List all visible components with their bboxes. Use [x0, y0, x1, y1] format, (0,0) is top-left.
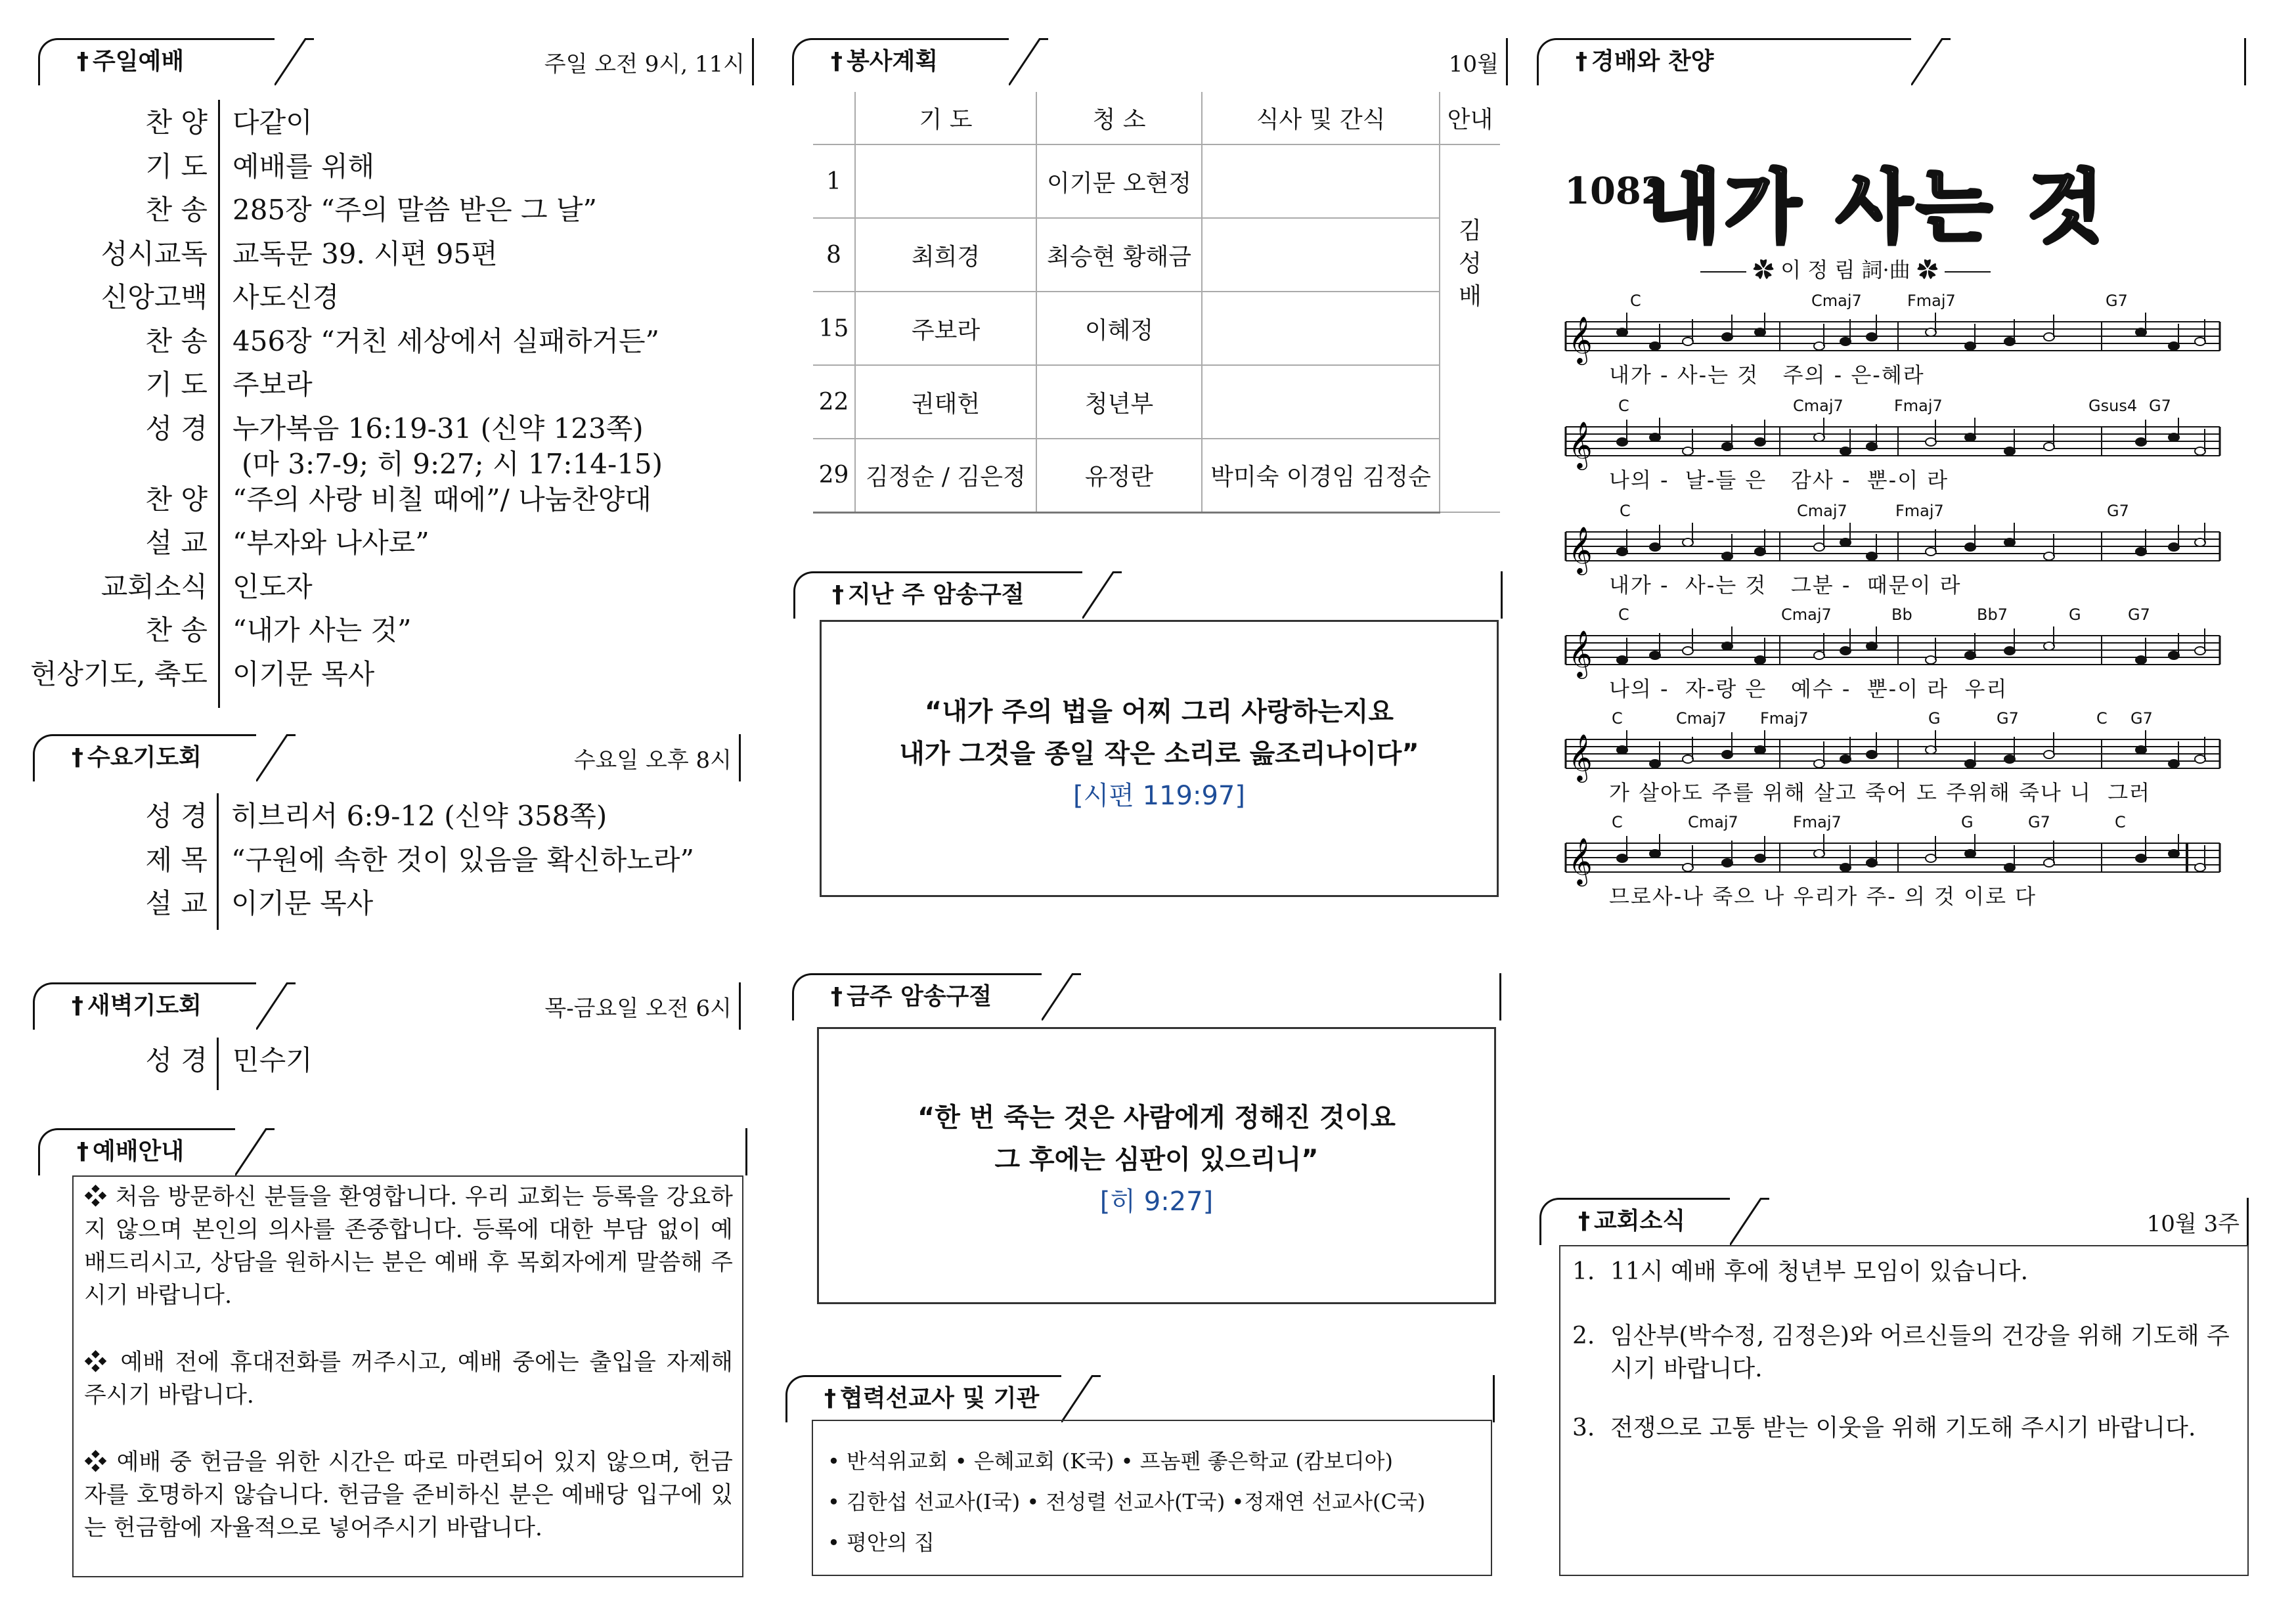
chord-label: G7 [2107, 502, 2129, 520]
chord-label: G7 [2130, 709, 2153, 728]
treble-clef-icon: 𝄞 [1568, 733, 1593, 781]
sunday-worship-header: † 주일예배 주일 오전 9시, 11시 [38, 38, 754, 85]
table-cell: 최승현 황해금 [1036, 218, 1202, 292]
table-cell-date: 22 [813, 365, 855, 439]
mission-box [812, 1420, 1492, 1576]
program-item-label: 찬 양 [145, 483, 208, 515]
table-header: 식사 및 간식 [1202, 92, 1440, 144]
worship-guide-box [72, 1175, 743, 1577]
chord-label: C [1620, 502, 1631, 520]
chord-label: C [1630, 292, 1641, 310]
table-cell-date: 29 [813, 439, 855, 512]
lyric-line: 가 살아도 주를 위해 살고 죽어 도 주위해 죽나 니 그러 [1609, 780, 2152, 805]
table-cell: 주보라 [855, 292, 1036, 365]
chord-label: C [1612, 813, 1623, 831]
program-item-label: 설 교 [145, 887, 208, 919]
guide-person-char: 배 [1459, 283, 1482, 310]
dawn-prayer-title: 새벽기도회 [87, 992, 202, 1019]
chord-label: Cmaj7 [1797, 502, 1847, 520]
mission-line: • 평안의 집 [828, 1530, 935, 1555]
mission-header: † 협력선교사 및 기관 [785, 1375, 1495, 1422]
mission-title: 협력선교사 및 기관 [840, 1385, 1040, 1412]
program-row [0, 188, 755, 232]
program-row [0, 478, 755, 521]
program-item-value: 이기문 목사 [232, 657, 375, 690]
news-item-number: 3. [1572, 1414, 1595, 1441]
table-header-row [813, 92, 1500, 144]
song-title: 내가 사는 것 [1645, 162, 2108, 253]
chord-label: Cmaj7 [1781, 605, 1832, 624]
chord-label: Gsus4 [2088, 397, 2138, 415]
dawn-prayer-time: 목-금요일 오전 6시 [544, 996, 732, 1022]
table-cell: 청년부 [1036, 365, 1202, 439]
program-item-value: 히브리서 6:9-12 (신약 358쪽) [231, 800, 607, 832]
program-row [0, 363, 755, 406]
lyric-line: 므로사-나 죽으 나 우리가 주- 의 것 이로 다 [1609, 884, 2037, 909]
guide-paragraph: ❖ 예배 중 헌금을 위한 시간은 따로 마련되어 있지 않으며, 헌금자를 호명하지 않습니다. 헌금을 준비하신 분은 예배당 입구에 있는 헌금함에 자율적으로 넣어주시기 바랍니다. [84, 1449, 733, 1541]
guide-person-cell [1440, 144, 1500, 512]
program-item-value: 주보라 [232, 368, 313, 401]
chord-label: Fmaj7 [1895, 502, 1944, 520]
table-row [813, 439, 1500, 512]
program-row [0, 882, 755, 925]
song-composer: 이 정 림 詞·曲 [1780, 257, 1910, 282]
chord-label: Fmaj7 [1907, 292, 1956, 310]
program-item-value: “내가 사는 것” [232, 614, 412, 646]
chord-label: Fmaj7 [1894, 397, 1943, 415]
final-barline [2186, 843, 2188, 872]
program-item-label: 성 경 [145, 800, 208, 832]
news-item-number: 1. [1572, 1258, 1595, 1285]
this-verse-text [817, 1097, 1496, 1223]
program-item-value: 이기문 목사 [231, 887, 374, 919]
program-item-label: 기 도 [145, 368, 208, 401]
guide-paragraph: ❖ 예배 전에 휴대전화를 꺼주시고, 예배 중에는 출입을 자제해 주시기 바랍니다. [84, 1349, 733, 1409]
program-item-value: 교독문 39. 시편 95편 [232, 237, 498, 270]
lyric-line: 내가 - 사-는 것 주의 - 은-혜라 [1609, 362, 1925, 387]
chord-label: C [1618, 605, 1629, 624]
news-item-text: 임산부(박수정, 김정은)와 어르신들의 건강을 위해 기도해 주시기 바랍니다. [1610, 1323, 2230, 1382]
service-plan-header: † 봉사계획 10월 [792, 38, 1508, 85]
table-row [813, 292, 1500, 365]
sunday-worship-title: 주일예배 [93, 48, 185, 75]
flower-icon: ✿ [1916, 257, 1938, 282]
verse-reference: [히 9:27] [1099, 1187, 1214, 1217]
header-slash [275, 38, 314, 85]
lyric-line: 내가 - 사-는 것 그분 - 때문이 라 [1609, 573, 1962, 598]
program-row [0, 795, 755, 838]
this-verse-title: 금주 암송구절 [847, 983, 992, 1010]
treble-clef-icon: 𝄞 [1568, 837, 1593, 885]
chord-label: G [1961, 813, 1974, 831]
program-row [0, 276, 755, 319]
program-item-label: 헌상기도, 축도 [30, 657, 208, 690]
program-row [0, 521, 755, 565]
verse-line: 그 후에는 심판이 있으리니” [994, 1145, 1319, 1175]
chord-label: Cmaj7 [1793, 397, 1843, 415]
program-row [0, 101, 755, 144]
wednesday-prayer-title: 수요기도회 [87, 744, 202, 771]
program-row [0, 609, 755, 652]
program-item-value: 사도신경 [232, 281, 340, 313]
news-item-text: 전쟁으로 고통 받는 이웃을 위해 기도해 주시기 바랍니다. [1610, 1414, 2196, 1441]
verse-line: “내가 주의 법을 어찌 그리 사랑하는지요 [924, 697, 1394, 727]
program-item-label: 찬 양 [145, 106, 208, 139]
treble-clef-icon: 𝄞 [1568, 420, 1593, 468]
program-item-value: 예배를 위해 [232, 150, 375, 183]
chord-label: G [1928, 709, 1941, 728]
chord-label: Bb7 [1977, 605, 2008, 624]
table-cell [1202, 144, 1440, 218]
program-item-label: 성 경 [145, 1044, 208, 1076]
program-row [0, 320, 755, 363]
praise-title: 경배와 찬양 [1591, 48, 1714, 75]
program-item-label: 찬 송 [145, 324, 208, 357]
service-plan-title: 봉사계획 [847, 48, 938, 75]
chord-label: Cmaj7 [1811, 292, 1862, 310]
program-item-label: 찬 송 [145, 194, 208, 226]
table-cell: 최희경 [855, 218, 1036, 292]
table-cell-date: 15 [813, 292, 855, 365]
chord-label: Fmaj7 [1760, 709, 1809, 728]
church-news-header: † 교회소식 10월 3주 [1539, 1198, 2249, 1245]
table-cell [855, 144, 1036, 218]
program-row [0, 232, 755, 276]
verse-reference: [시편 119:97] [1073, 781, 1245, 811]
table-header: 안내 [1440, 92, 1500, 144]
worship-guide-title: 예배안내 [93, 1138, 185, 1165]
last-verse-title: 지난 주 암송구절 [848, 581, 1025, 608]
treble-clef-icon: 𝄞 [1568, 315, 1593, 363]
mission-line: • 김한섭 선교사(I국) • 전성렬 선교사(T국) •정재연 선교사(C국) [828, 1489, 1426, 1514]
table-row [813, 144, 1500, 218]
table-cell: 이기문 오현정 [1036, 144, 1202, 218]
table-cell: 김정순 / 김은정 [855, 439, 1036, 512]
service-plan-table [813, 92, 1500, 514]
treble-clef-icon: 𝄞 [1568, 629, 1593, 677]
table-cell-date: 8 [813, 218, 855, 292]
program-row [0, 1039, 755, 1082]
last-verse-header: † 지난 주 암송구절 [793, 571, 1503, 619]
church-news-week: 10월 3주 [2146, 1211, 2240, 1237]
news-item-text: 11시 예배 후에 청년부 모임이 있습니다. [1610, 1258, 2029, 1285]
praise-header: † 경배와 찬양 [1537, 38, 2246, 85]
chord-label: Cmaj7 [1676, 709, 1727, 728]
table-cell-date: 1 [813, 144, 855, 218]
table-header: 청 소 [1036, 92, 1202, 144]
program-item-value: 민수기 [232, 1044, 313, 1076]
sunday-worship-time: 주일 오전 9시, 11시 [544, 51, 745, 77]
program-row [0, 145, 755, 188]
verse-line: “한 번 죽는 것은 사람에게 정해진 것이요 [917, 1103, 1396, 1133]
program-item-value: “구원에 속한 것이 있음을 확신하노라” [231, 843, 694, 876]
table-cell: 이혜정 [1036, 292, 1202, 365]
church-news-title: 교회소식 [1594, 1208, 1686, 1235]
mission-line: • 반석위교회 • 은혜교회 (K국) • 프놈펜 좋은학교 (캄보디아) [828, 1449, 1393, 1474]
program-item-label: 찬 송 [145, 614, 208, 646]
chord-label: C [1612, 709, 1623, 728]
table-header [813, 92, 855, 144]
program-item-value: (마 3:7-9; 히 9:27; 시 17:14-15) [242, 447, 663, 480]
program-item-label: 성시교독 [100, 237, 208, 270]
chord-label: C [2096, 709, 2108, 728]
program-item-value: 인도자 [232, 570, 313, 603]
program-row [0, 653, 755, 696]
chord-label: G7 [2128, 605, 2150, 624]
table-row [813, 365, 1500, 439]
chord-label: Bb [1891, 605, 1912, 624]
chord-label: G7 [1997, 709, 2019, 728]
wednesday-prayer-header: † 수요기도회 수요일 오후 8시 [33, 734, 741, 781]
song-composer-line [1635, 253, 2056, 284]
lyric-line: 나의 - 자-랑 은 예수 - 뿐-이 라 우리 [1609, 676, 2008, 701]
table-row [813, 218, 1500, 292]
program-item-label: 기 도 [145, 150, 208, 183]
church-news-box [1559, 1245, 2249, 1576]
program-row [0, 839, 755, 882]
chord-label: G7 [2028, 813, 2050, 831]
worship-guide-header: † 예배안내 [38, 1128, 747, 1175]
chord-label: Fmaj7 [1793, 813, 1842, 831]
chord-label: Cmaj7 [1688, 813, 1738, 831]
program-row [0, 565, 755, 609]
verse-line: 내가 그것을 종일 작은 소리로 읊조리나이다” [899, 739, 1419, 769]
program-item-label: 교회소식 [100, 570, 208, 603]
program-item-value: 다같이 [232, 106, 313, 139]
program-item-value: “주의 사랑 비칠 때에”/ 나눔찬양대 [232, 483, 651, 515]
program-item-label: 성 경 [145, 412, 208, 445]
this-verse-header: † 금주 암송구절 [792, 973, 1501, 1020]
table-cell: 박미숙 이경임 김정순 [1202, 439, 1440, 512]
wednesday-prayer-time: 수요일 오후 8시 [573, 747, 732, 774]
treble-clef-icon: 𝄞 [1568, 525, 1593, 573]
chord-label: C [2115, 813, 2126, 831]
program-item-value: 456장 “거친 세상에서 실패하거든” [232, 324, 660, 357]
program-item-value: 285장 “주의 말씀 받은 그 날” [232, 194, 598, 226]
guide-paragraph: ❖ 처음 방문하신 분들을 환영합니다. 우리 교회는 등록을 강요하지 않으며 본인의 의사를 존중합니다. 등록에 대한 부담 없이 예배드리시고, 상담을 원하시는 분은 예배 후 목회자에게 말씀해 주시기 바랍니다. [84, 1184, 733, 1309]
table-cell: 유정란 [1036, 439, 1202, 512]
news-item-number: 2. [1572, 1323, 1595, 1349]
program-item-value: 누가복음 16:19-31 (신약 123쪽) [232, 412, 644, 445]
table-cell [1202, 365, 1440, 439]
guide-person-char: 김 [1459, 217, 1482, 244]
program-item-label: 제 목 [145, 843, 208, 876]
table-cell: 권태헌 [855, 365, 1036, 439]
dawn-prayer-header: † 새벽기도회 목-금요일 오전 6시 [33, 982, 741, 1030]
guide-person-char: 성 [1459, 250, 1482, 277]
table-cell [1202, 218, 1440, 292]
song-number: 1082 [1564, 169, 1667, 213]
last-verse-text [820, 691, 1499, 817]
chord-label: G7 [2149, 397, 2171, 415]
flower-icon: ✿ [1753, 257, 1775, 282]
table-header: 기 도 [855, 92, 1036, 144]
program-item-label: 신앙고백 [100, 281, 208, 313]
lyric-line: 나의 - 날-들 은 감사 - 뿐-이 라 [1609, 468, 1949, 493]
chord-label: G7 [2106, 292, 2128, 310]
service-plan-month: 10월 [1448, 51, 1499, 77]
chord-label: G [2069, 605, 2081, 624]
program-item-value: “부자와 나사로” [232, 527, 430, 559]
table-cell [1202, 292, 1440, 365]
chord-label: C [1618, 397, 1629, 415]
program-item-label: 설 교 [145, 527, 208, 559]
